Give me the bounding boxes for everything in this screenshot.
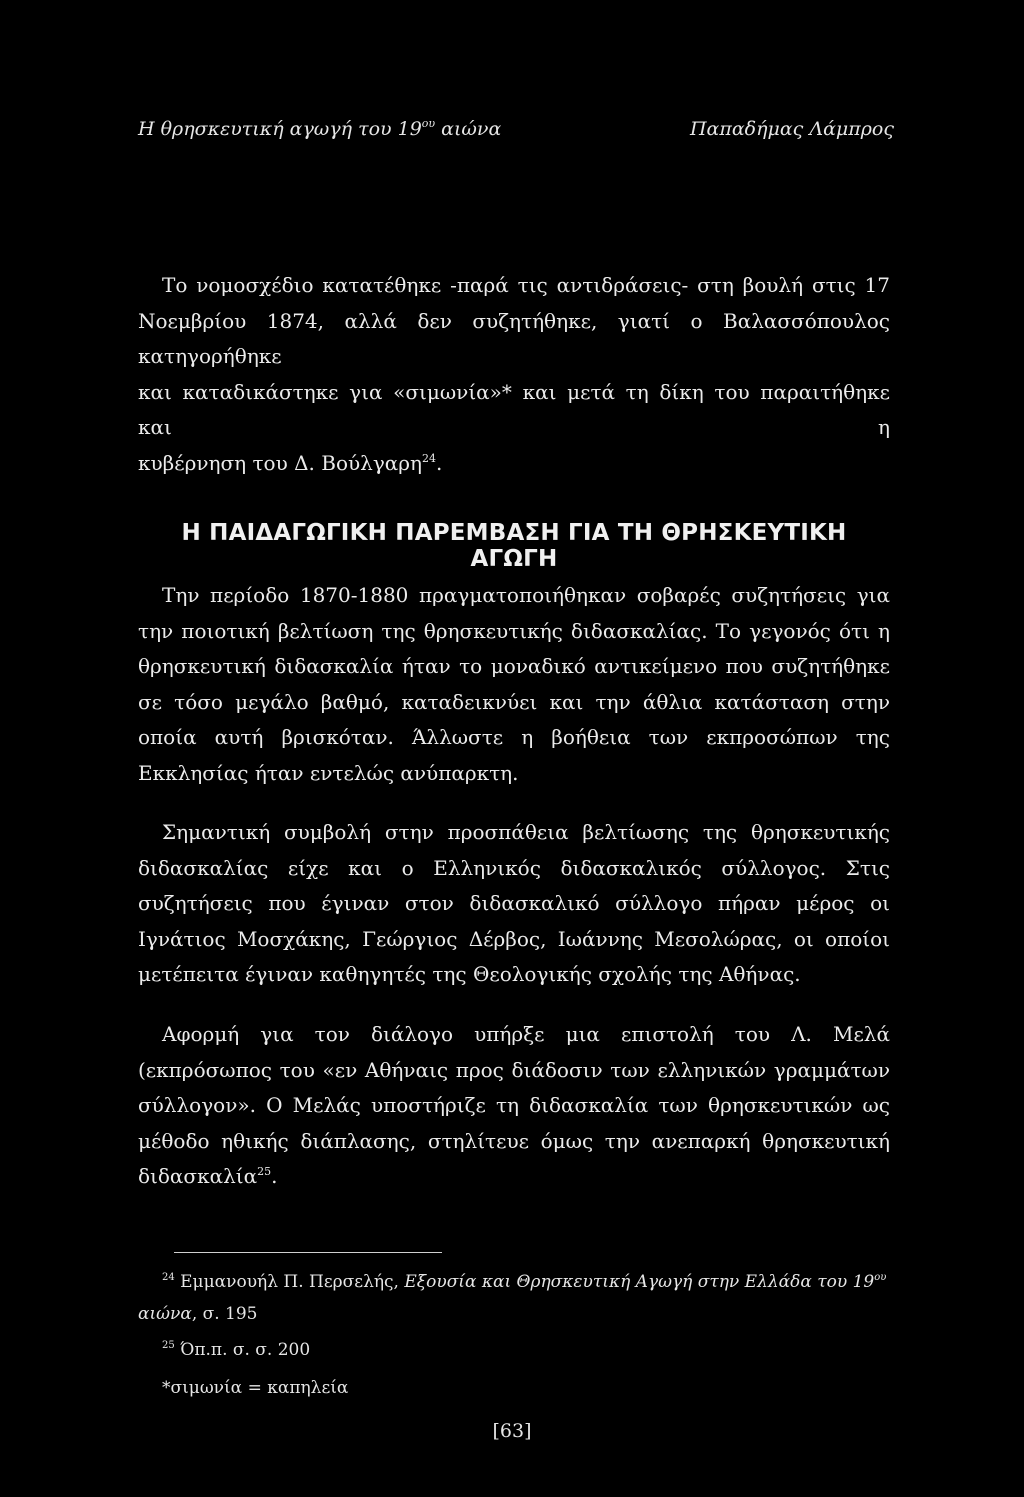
footnote-divider	[174, 1252, 442, 1253]
footnote-24-author: Εμμανουήλ Π. Περσελής,	[174, 1272, 405, 1292]
footnote-ref-25: 25	[257, 1165, 272, 1178]
paragraph-1-line-1-text: Το νομοσχέδιο κατατέθηκε -παρά τις αντιδράσεις- στη βουλή στις 17	[162, 273, 890, 297]
paragraph-1-line-4	[138, 446, 890, 482]
footnote-24-title-superscript: ου	[874, 1272, 887, 1283]
paragraph-1-line-1	[138, 268, 890, 304]
paragraph-4-end: .	[271, 1164, 278, 1188]
page-number: [63]	[492, 1420, 532, 1442]
footnote-25	[162, 1340, 310, 1360]
footnote-24-page: , σ. 195	[191, 1304, 258, 1324]
footnote-25-text: Όπ.π. σ. σ. 200	[174, 1340, 311, 1360]
header-title-suffix: αιώνα	[435, 118, 502, 140]
footnote-ref-24: 24	[422, 451, 437, 465]
paragraph-1	[138, 268, 890, 481]
header-title-superscript: ου	[421, 117, 436, 130]
paragraph-1-line-3: και καταδικάστηκε για «σιμωνία»* και μετά τη δίκη του παραιτήθηκε και η	[138, 379, 890, 439]
paragraph-1-line-2: Νοεμβρίου 1874, αλλά δεν συζητήθηκε, γιατί ο Βαλασσόπουλος κατηγορήθηκε	[138, 308, 890, 368]
paragraph-2	[138, 578, 890, 791]
paragraph-4-text: Αφορμή για τον διάλογο υπήρξε μια επιστολή του Λ. Μελά (εκπρόσωπος του «εν Αθήναις προς διάδοσιν των ελληνικών γραμμάτων σύλλογον». Ο Μελάς υποστήριζε τη διδασκαλία των θρησκευτικών ως μέθοδο ηθικής διάπλασης, στηλίτευε όμως την ανεπαρκή θρησκευτική διδασκαλία	[138, 1022, 890, 1188]
paragraph-4	[138, 1017, 890, 1195]
header-title-text: Η θρησκευτική αγωγή του 19	[138, 118, 422, 140]
footnote-24-title-end: αιώνα	[138, 1304, 192, 1324]
footnote-25-number: 25	[162, 1340, 175, 1351]
paragraph-2-text: Την περίοδο 1870-1880 πραγματοποιήθηκαν σοβαρές συζητήσεις για την ποιοτική βελτίωση της θρησκευτικής διδασκαλίας. Το γεγονός ότι η θρησκευτική διδασκαλία ήταν το μοναδικό αντικείμενο που συζητήθηκε σε τόσο μεγάλο βαθμό, καταδεικνύει και την άθλια κατάσταση στην οποία αυτή βρισκόταν. Άλλωστε η βοήθεια των εκπροσώπων της Εκκλησίας ήταν εντελώς ανύπαρκτη.	[138, 583, 890, 785]
running-header-title	[138, 118, 501, 140]
running-header-author: Παπαδήμας Λάμπρος	[689, 118, 894, 140]
footnote-24-continuation	[138, 1304, 258, 1324]
section-heading: Η ΠΑΙΔΑΓΩΓΙΚΗ ΠΑΡΕΜΒΑΣΗ ΓΙΑ ΤΗ ΘΡΗΣΚΕΥΤΙΚΗ ΑΓΩΓΗ	[181, 520, 847, 572]
footnote-star: *σιμωνία = καπηλεία	[162, 1378, 349, 1398]
paragraph-3	[138, 815, 890, 993]
paragraph-1-end: .	[436, 450, 443, 475]
footnote-24	[162, 1272, 886, 1292]
footnote-24-number: 24	[162, 1272, 175, 1283]
paragraph-1-line-4-text: κυβέρνηση του Δ. Βούλγαρη	[138, 450, 423, 475]
footnote-24-title: Εξουσία και Θρησκευτική Αγωγή στην Ελλάδα του 19	[404, 1272, 875, 1292]
paragraph-3-text: Σημαντική συμβολή στην προσπάθεια βελτίωσης της θρησκευτικής διδασκαλίας είχε και ο Ελληνικός διδασκαλικός σύλλογος. Στις συζητήσεις που έγιναν στον διδασκαλικό σύλλογο πήραν μέρος οι Ιγνάτιος Μοσχάκης, Γεώργιος Δέρβος, Ιωάννης Μεσολώρας, οι οποίοι μετέπειτα έγιναν καθηγητές της Θεολογικής σχολής της Αθήνας.	[138, 820, 890, 986]
